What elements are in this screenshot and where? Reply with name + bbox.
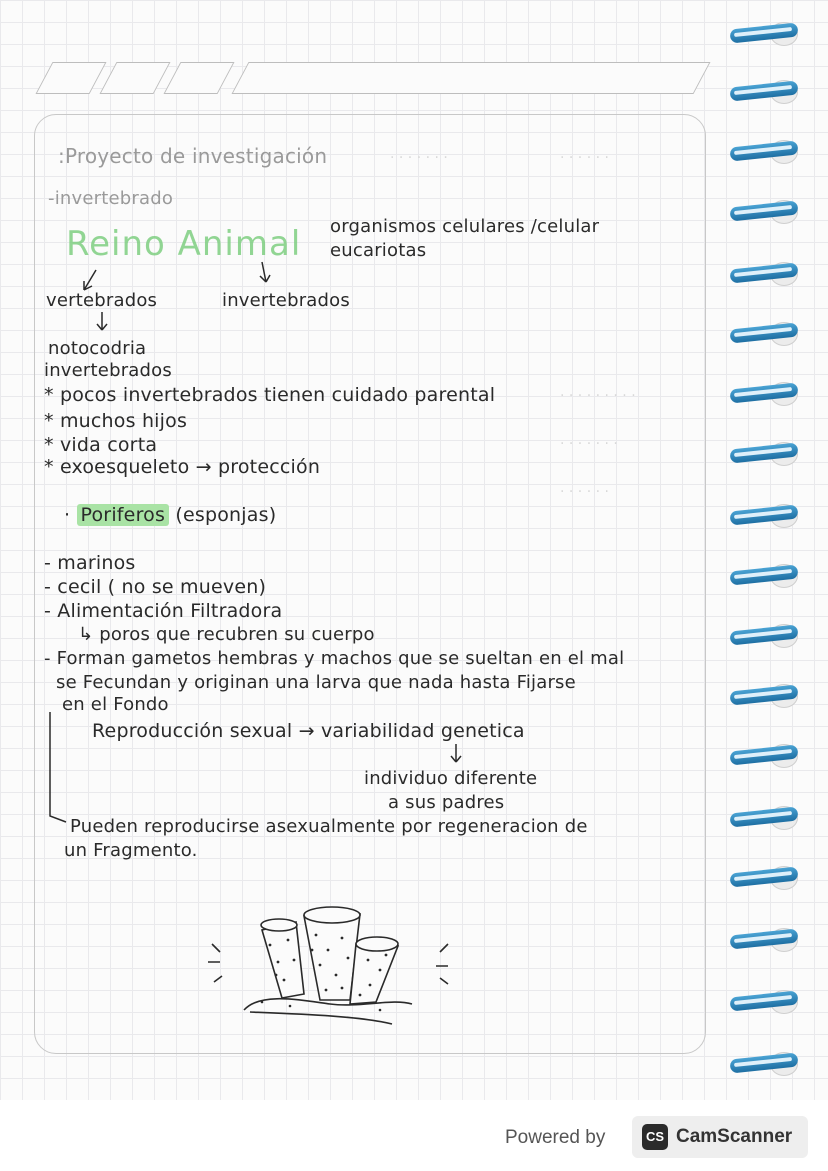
sponge-drawing-icon	[208, 907, 448, 1024]
invertebrados-heading: invertebrados	[44, 360, 172, 381]
spiral-ring	[730, 442, 800, 466]
spiral-ring	[730, 806, 800, 830]
title-note-2: eucariotas	[330, 240, 427, 261]
spiral-ring	[730, 80, 800, 104]
spiral-ring	[730, 262, 800, 286]
notebook-page: · · · · · · · · · · · · · · · · · · · · · · · · · · · · · · · · · · · :Proyecto de investigación -invertebrado Reino Animal organismos celulares /celular eucariotas vertebrados invertebrados notocodria invertebrados * pocos invertebrados tienen cuidado parental * muchos hijos * vida corta * exoesqueleto → protección · Poriferos (esponjas) - marinos - cecil ( no se mueven) - Alimentación Filtradora ↳ poros que recubren su cuerpo - Forman gametos hembras y machos que se sueltan en el mal se Fecundan y originan una larva que nada hasta Fijarse en el Fondo Reproducción sexual → variabilidad genetica individuo diferente a sus padres Pueden reproducirse asexualmente por regeneracion de un Fragmento.	[0, 0, 828, 1100]
asexual-line-2: un Fragmento.	[64, 840, 198, 861]
asexual-line-1: Pueden reproducirse asexualmente por regeneracion de	[70, 816, 588, 837]
reproduction-line: Reproducción sexual → variabilidad genetica	[92, 720, 525, 742]
list-item: * exoesqueleto → protección	[44, 456, 321, 478]
page-title: Reino Animal	[66, 224, 302, 264]
camscanner-brand: CamScanner	[676, 1126, 793, 1147]
section-heading	[64, 504, 276, 526]
title-note-1: organismos celulares /celular	[330, 216, 600, 237]
section-dot: ·	[64, 504, 71, 526]
list-item: - cecil ( no se mueven)	[44, 576, 267, 598]
section-title-highlight: Poriferos	[77, 504, 170, 526]
list-item: - marinos	[44, 552, 136, 574]
spiral-ring	[730, 866, 800, 890]
spiral-ring	[730, 200, 800, 224]
powered-by-label: Powered by	[505, 1127, 606, 1148]
spiral-ring	[730, 990, 800, 1014]
project-header: :Proyecto de investigación	[58, 144, 328, 168]
branch-vertebrados: vertebrados	[46, 290, 158, 311]
camscanner-logo-icon: CS	[642, 1124, 668, 1150]
list-subitem: ↳ poros que recubren su cuerpo	[78, 624, 375, 645]
list-item-cont: se Fecundan y originan una larva que nada hasta Fijarse	[56, 672, 576, 693]
list-item: * muchos hijos	[44, 410, 188, 432]
individuo-line-1: individuo diferente	[364, 768, 538, 789]
list-item: - Forman gametos hembras y machos que se sueltan en el mal	[44, 648, 625, 669]
list-item-cont: en el Fondo	[62, 694, 169, 715]
spiral-ring	[730, 684, 800, 708]
spiral-ring	[730, 322, 800, 346]
spiral-ring	[730, 1052, 800, 1076]
section-subtitle: (esponjas)	[175, 504, 277, 526]
spiral-ring	[730, 624, 800, 648]
spiral-ring	[730, 382, 800, 406]
list-item: * pocos invertebrados tienen cuidado parental	[44, 384, 496, 406]
subheader: -invertebrado	[48, 188, 174, 209]
individuo-line-2: a sus padres	[388, 792, 505, 813]
list-item: - Alimentación Filtradora	[44, 600, 283, 622]
spiral-ring	[730, 928, 800, 952]
spiral-ring	[730, 504, 800, 528]
spiral-ring	[730, 564, 800, 588]
list-item: * vida corta	[44, 434, 158, 456]
spiral-ring	[730, 744, 800, 768]
spiral-ring	[730, 22, 800, 46]
notocordia-label: notocodria	[48, 338, 147, 359]
branch-invertebrados: invertebrados	[222, 290, 350, 311]
spiral-ring	[730, 140, 800, 164]
